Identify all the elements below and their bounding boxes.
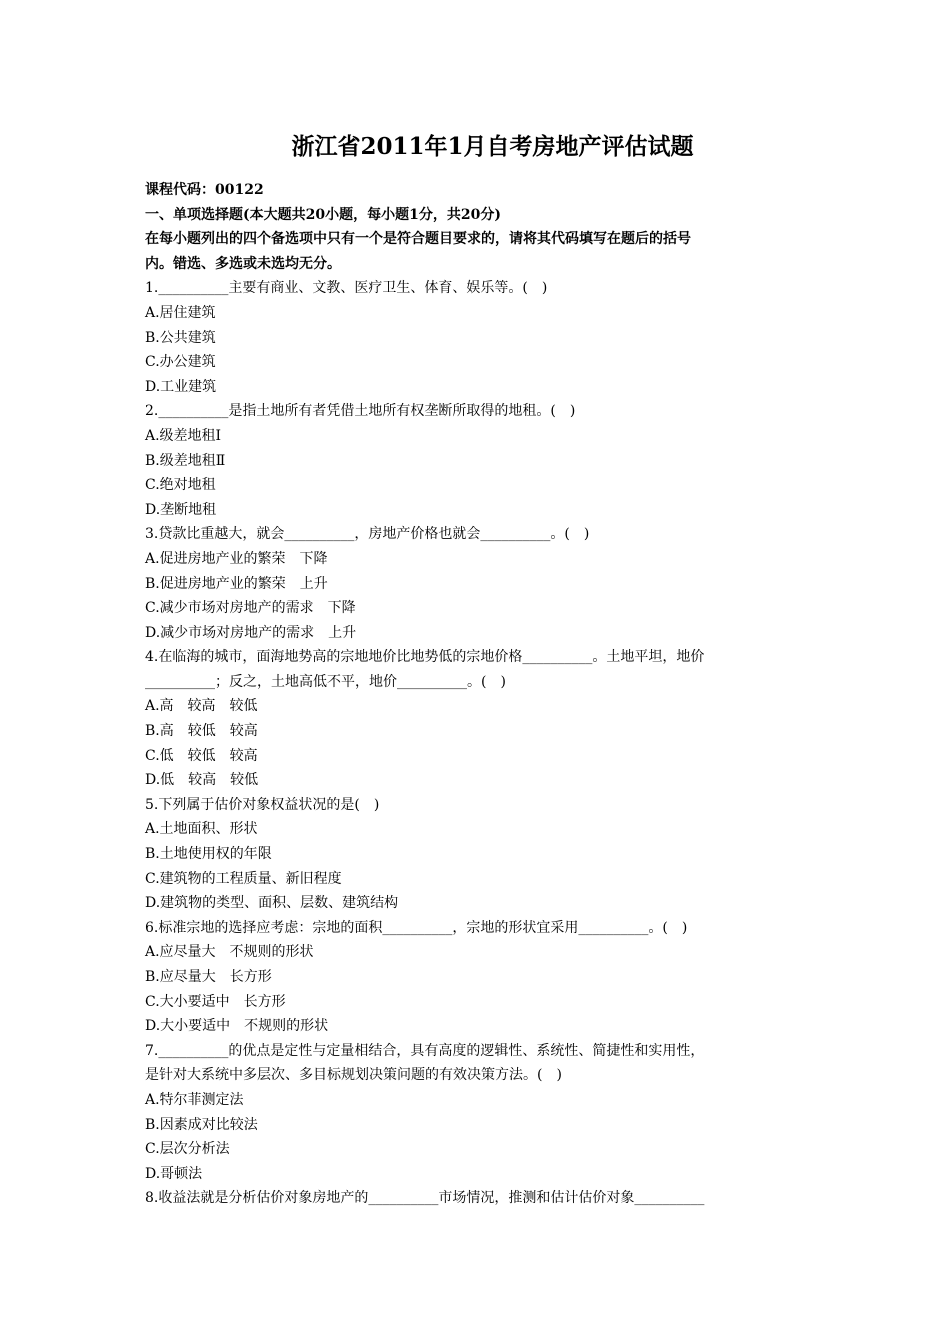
question-line: B.公共建筑: [145, 329, 216, 346]
question-line: C.低 较低 较高: [145, 747, 258, 764]
question-line: A.应尽量大 不规则的形状: [145, 944, 314, 961]
question-line: B.级差地租Ⅱ: [145, 452, 226, 469]
question-line: D.低 较高 较低: [145, 772, 259, 789]
question-line: D.工业建筑: [145, 378, 217, 395]
question-line: A.促进房地产业的繁荣 下降: [145, 550, 328, 567]
question-line: A.土地面积、形状: [145, 821, 258, 838]
question-line: B.因素成对比较法: [145, 1116, 258, 1133]
question-line: C.减少市场对房地产的需求 下降: [145, 600, 356, 617]
instructions-line: 内。错选、多选或未选均无分。: [145, 255, 341, 272]
course-code: 课程代码：00122: [145, 182, 264, 198]
question-line: C.绝对地租: [145, 477, 216, 494]
question-line: B.土地使用权的年限: [145, 846, 272, 863]
question-line: 3.贷款比重越大，就会__________，房地产价格也就会__________。( ): [145, 526, 590, 543]
question-line: A.级差地租Ⅰ: [145, 427, 222, 444]
instructions-line: 在每小题列出的四个备选项中只有一个是符合题目要求的，请将其代码填写在题后的括号: [145, 231, 691, 248]
question-line: A.居住建筑: [145, 304, 216, 321]
question-line: 4.在临海的城市，面海地势高的宗地地价比地势低的宗地价格__________。土地平坦，地价: [145, 649, 705, 666]
question-line: __________；反之，土地高低不平，地价__________。( ): [145, 673, 506, 690]
question-line: 7.__________的优点是定性与定量相结合，具有高度的逻辑性、系统性、简捷性和实用性，: [145, 1042, 705, 1059]
question-line: C.大小要适中 长方形: [145, 993, 286, 1010]
question-line: B.应尽量大 长方形: [145, 969, 272, 985]
question-line: 2.__________是指土地所有者凭借土地所有权垄断所取得的地租。( ): [145, 403, 576, 420]
question-line: 8.收益法就是分析估价对象房地产的__________市场情况，推测和估计估价对象__________: [145, 1190, 705, 1207]
question-line: 是针对大系统中多层次、多目标规划决策问题的有效决策方法。( ): [145, 1067, 562, 1084]
question-line: B.高 较低 较高: [145, 723, 258, 740]
question-line: 5.下列属于估价对象权益状况的是( ): [145, 796, 380, 813]
exam-page: [145, 132, 810, 1211]
question-line: A.特尔菲测定法: [145, 1091, 244, 1108]
question-line: C.建筑物的工程质量、新旧程度: [145, 870, 342, 887]
section-heading: 一、单项选择题(本大题共20小题，每小题1分，共20分): [145, 206, 501, 223]
question-line: D.垄断地租: [145, 501, 217, 518]
question-line: C.办公建筑: [145, 354, 216, 371]
question-list: [145, 276, 810, 1211]
question-line: D.哥顿法: [145, 1165, 203, 1182]
question-line: C.层次分析法: [145, 1141, 230, 1158]
question-line: 1.__________主要有商业、文教、医疗卫生、体育、娱乐等。( ): [145, 280, 548, 297]
question-line: D.建筑物的类型、面积、层数、建筑结构: [145, 895, 399, 912]
question-line: B.促进房地产业的繁荣 上升: [145, 575, 328, 592]
question-line: 6.标准宗地的选择应考虑：宗地的面积__________，宗地的形状宜采用__________。( ): [145, 919, 688, 936]
question-line: D.大小要适中 不规则的形状: [145, 1018, 329, 1035]
question-line: A.高 较高 较低: [145, 698, 258, 715]
page-title: 浙江省2011年1月自考房地产评估试题: [291, 133, 694, 160]
question-line: D.减少市场对房地产的需求 上升: [145, 624, 357, 641]
